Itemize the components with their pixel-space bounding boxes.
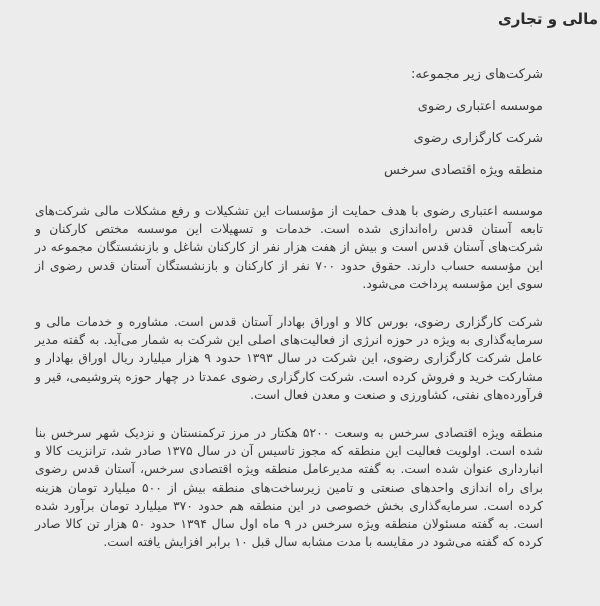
subsidiaries-intro: شرکت‌های زیر مجموعه:: [410, 67, 543, 82]
section-title: مالی و تجاری: [498, 10, 598, 28]
paragraph-razavi-brokerage: شرکت کارگزاری رضوی، بورس کالا و اوراق بهادار آستان قدس است. مشاوره و خدمات مالی و سرمایه‌گذاری به ویژه در حوزه انرژی از فعالیت‌های اصلی این شرکت به شمار می‌آید. به گفته مدیر عامل شرکت کارگزاری رضوی، این شرکت در سال ۱۳۹۳ حدود ۹ هزار میلیارد ریال اوراق بهادار و مشارکت خرید و فروش کرده است. شرکت کارگزاری رضوی عمدتا در چهار حوزه پتروشیمی، قیر و فرآورده‌های نفتی، کشاورزی و صنعت و معدن فعال است.: [35, 315, 544, 402]
subsidiary-item: شرکت کارگزاری رضوی: [413, 131, 543, 146]
article-content: [35, 66, 543, 551]
subsidiary-item: موسسه اعتباری رضوی: [417, 99, 543, 114]
paragraph-sarakhs-special-economic-zone: منطقه ویژه اقتصادی سرخس به وسعت ۵۲۰۰ هکتار در مرز ترکمنستان و نزدیک شهر سرخس بنا شده است. اولویت فعالیت این منطقه که مجوز تاسیس آن در سال ۱۳۷۵ صادر شد، ترانزیت کالا و انبارداری عنوان شده است. به گفته مدیرعامل منطقه ویژه اقتصادی سرخس، آستان قدس رضوی برای راه اندازی واحدهای صنعتی و تامین زیرساخت‌های منطقه بیش از ۵۰۰ میلیارد تومان هزینه کرده است. سرمایه‌گذاری بخش خصوصی در این منطقه هم حدود ۳۷۰ میلیارد تومان برآورد شده است. به گفته مسئولان منطقه ویژه سرخس در ۹ ماه اول سال ۱۳۹۴ حدود ۵۰ هزار تن کالا صادر کرده که گفته می‌شود در مقایسه با مدت مشابه سال قبل ۱۰ برابر افزایش یافته است.: [35, 426, 544, 550]
subsidiary-item: منطقه ویژه اقتصادی سرخس: [384, 163, 543, 178]
paragraph-razavi-credit-institute: موسسه اعتباری رضوی با هدف حمایت از مؤسسات این تشکیلات و رفع مشکلات مالی شرکت‌های تابعه آستان قدس راه‌اندازی شده است. خدمات و تسهیلات این موسسه مختص کارکنان و شرکت‌های آستان قدس است و بیش از هفت هزار نفر از کارکنان شاغل و بازنشستگان مجموعه در این مؤسسه حساب دارند. حقوق حدود ۷۰۰ نفر از کارکنان و بازنشستگان آستان قدس رضوی از سوی این مؤسسه پرداخت می‌شود.: [35, 204, 543, 291]
